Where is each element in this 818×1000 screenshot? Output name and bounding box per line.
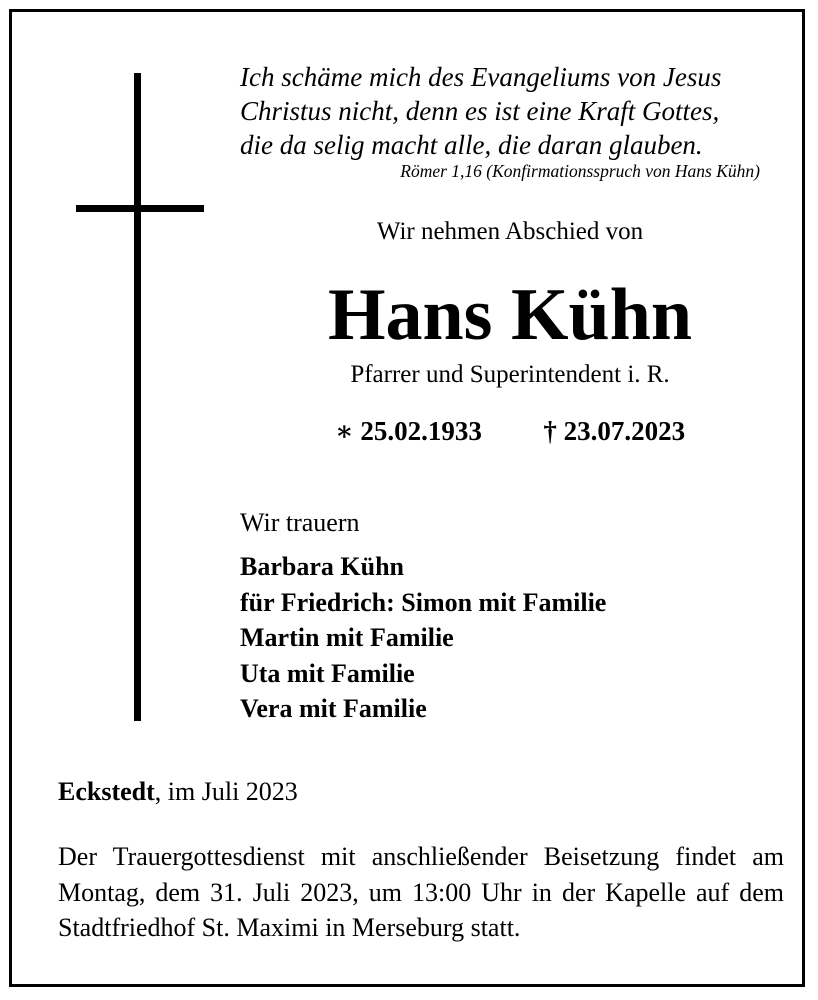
- place-date-text: , im Juli 2023: [154, 777, 298, 806]
- list-item: für Friedrich: Simon mit Familie: [240, 587, 607, 617]
- death-date: 23.07.2023: [563, 416, 686, 446]
- birth-star-icon: ∗: [334, 416, 354, 446]
- cross-icon: [134, 73, 141, 721]
- list-item: Vera mit Familie: [240, 694, 427, 723]
- service-notice: Der Trauergottesdienst mit anschließender Beisetzung findet am Montag, dem 31. Juli 2023, um 13:00 Uhr in der Kapelle auf dem Stadtfriedhof St. Maximi in Merseburg statt.: [58, 842, 784, 942]
- mourners-list: [240, 549, 606, 727]
- list-item: Martin mit Familie: [240, 623, 454, 652]
- life-dates: [240, 416, 780, 447]
- obituary-frame: [9, 9, 805, 987]
- list-item: Uta mit Familie: [240, 658, 415, 688]
- birth-date: 25.02.1933: [360, 416, 482, 446]
- farewell-text: Wir nehmen Abschied von: [376, 218, 644, 245]
- cross-icon-bar: [76, 205, 204, 212]
- deceased-name: Hans Kühn: [327, 274, 693, 356]
- verse-reference: Römer 1,16 (Konfirmationsspruch von Hans Kühn): [400, 161, 760, 181]
- deceased-title: Pfarrer und Superintendent i. R.: [350, 361, 670, 388]
- mourners-intro: Wir trauern: [240, 508, 360, 537]
- verse-line: die da selig macht alle, die daran glauben.: [240, 130, 703, 160]
- bible-verse: [240, 60, 780, 162]
- verse-line: Christus nicht, denn es ist eine Kraft Gottes,: [240, 96, 720, 126]
- death-cross-icon: †: [543, 416, 557, 446]
- place-date: [58, 777, 298, 807]
- town-name: Eckstedt: [58, 777, 155, 806]
- verse-line: Ich schäme mich des Evangeliums von Jesus: [240, 62, 722, 92]
- list-item: Barbara Kühn: [240, 552, 404, 581]
